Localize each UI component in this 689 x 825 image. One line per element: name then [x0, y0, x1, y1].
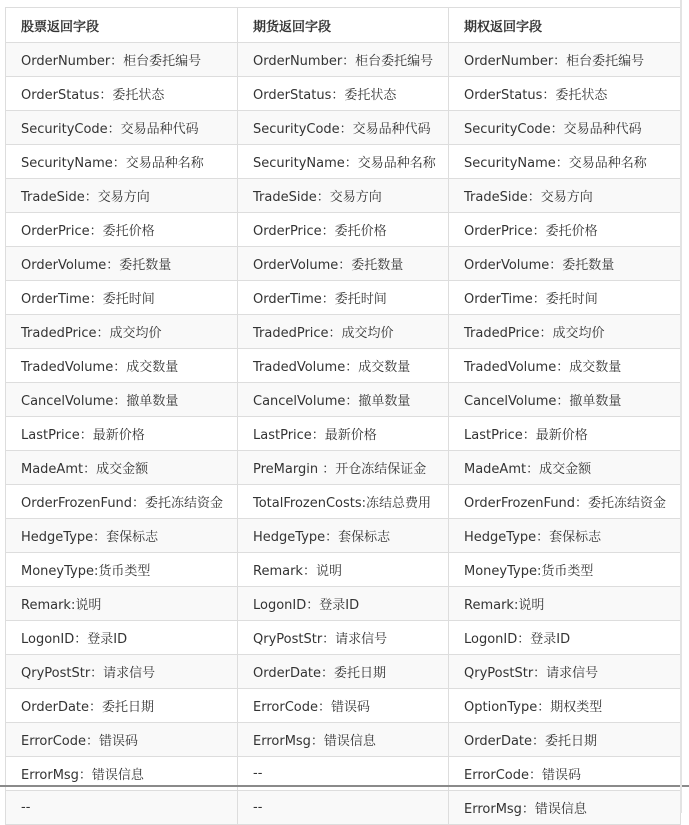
table-header-row [6, 8, 681, 43]
table-row [6, 77, 681, 111]
futures-field-cell: Remark：说明 [238, 553, 449, 587]
stock-field-cell: TradedPrice：成交均价 [6, 315, 238, 349]
futures-field-cell: ErrorCode：错误码 [238, 689, 449, 723]
futures-field-cell: TradedPrice：成交均价 [238, 315, 449, 349]
table-row [6, 553, 681, 587]
options-field-cell: SecurityName：交易品种名称 [449, 145, 681, 179]
stock-field-cell: MadeAmt：成交金额 [6, 451, 238, 485]
futures-field-cell: PreMargin ：开仓冻结保证金 [238, 451, 449, 485]
futures-field-cell: TradeSide：交易方向 [238, 179, 449, 213]
futures-field-cell: LastPrice：最新价格 [238, 417, 449, 451]
stock-field-cell: ErrorCode：错误码 [6, 723, 238, 757]
table-row [6, 349, 681, 383]
stock-field-cell: SecurityCode：交易品种代码 [6, 111, 238, 145]
stock-field-cell: Remark:说明 [6, 587, 238, 621]
stock-field-cell: TradedVolume：成交数量 [6, 349, 238, 383]
stock-field-cell: OrderPrice：委托价格 [6, 213, 238, 247]
table-row [6, 723, 681, 757]
stock-field-cell: HedgeType：套保标志 [6, 519, 238, 553]
stock-field-cell: LastPrice：最新价格 [6, 417, 238, 451]
stock-field-cell: OrderFrozenFund：委托冻结资金 [6, 485, 238, 519]
stock-field-cell: OrderStatus：委托状态 [6, 77, 238, 111]
stock-field-cell: TradeSide：交易方向 [6, 179, 238, 213]
options-field-cell: OrderDate：委托日期 [449, 723, 681, 757]
stock-field-cell: OrderVolume：委托数量 [6, 247, 238, 281]
futures-field-cell: OrderStatus：委托状态 [238, 77, 449, 111]
options-field-cell: ErrorMsg：错误信息 [449, 791, 681, 825]
stock-field-cell: ErrorMsg：错误信息 [6, 757, 238, 791]
options-field-cell: OrderNumber：柜台委托编号 [449, 43, 681, 77]
options-field-cell: MoneyType:货币类型 [449, 553, 681, 587]
options-field-cell: TradedPrice：成交均价 [449, 315, 681, 349]
futures-field-cell: SecurityName：交易品种名称 [238, 145, 449, 179]
table-row [6, 179, 681, 213]
options-field-cell: Remark:说明 [449, 587, 681, 621]
header-stock-fields: 股票返回字段 [6, 8, 238, 43]
table-row [6, 791, 681, 825]
stock-field-cell: QryPostStr：请求信号 [6, 655, 238, 689]
table-body [6, 43, 681, 825]
table-row [6, 689, 681, 723]
table-row [6, 43, 681, 77]
options-field-cell: QryPostStr：请求信号 [449, 655, 681, 689]
options-field-cell: OptionType：期权类型 [449, 689, 681, 723]
table-row [6, 281, 681, 315]
stock-field-cell: CancelVolume：撤单数量 [6, 383, 238, 417]
options-field-cell: OrderStatus：委托状态 [449, 77, 681, 111]
table-row [6, 451, 681, 485]
stock-field-cell: LogonID：登录ID [6, 621, 238, 655]
futures-field-cell: QryPostStr：请求信号 [238, 621, 449, 655]
table-row [6, 247, 681, 281]
bottom-divider [0, 785, 689, 787]
futures-field-cell: -- [238, 791, 449, 825]
table-row [6, 145, 681, 179]
table-row [6, 417, 681, 451]
table-container [5, 7, 680, 825]
futures-field-cell: ErrorMsg：错误信息 [238, 723, 449, 757]
options-field-cell: TradeSide：交易方向 [449, 179, 681, 213]
table-row [6, 621, 681, 655]
header-futures-fields: 期货返回字段 [238, 8, 449, 43]
table-row [6, 315, 681, 349]
futures-field-cell: HedgeType：套保标志 [238, 519, 449, 553]
options-field-cell: SecurityCode：交易品种代码 [449, 111, 681, 145]
table-row [6, 111, 681, 145]
options-field-cell: OrderVolume：委托数量 [449, 247, 681, 281]
options-field-cell: HedgeType：套保标志 [449, 519, 681, 553]
futures-field-cell: OrderPrice：委托价格 [238, 213, 449, 247]
options-field-cell: CancelVolume：撤单数量 [449, 383, 681, 417]
futures-field-cell: TotalFrozenCosts:冻结总费用 [238, 485, 449, 519]
stock-field-cell: OrderTime：委托时间 [6, 281, 238, 315]
futures-field-cell: LogonID：登录ID [238, 587, 449, 621]
table-row [6, 485, 681, 519]
stock-field-cell: -- [6, 791, 238, 825]
futures-field-cell: -- [238, 757, 449, 791]
stock-field-cell: OrderDate：委托日期 [6, 689, 238, 723]
table-row [6, 655, 681, 689]
futures-field-cell: OrderNumber：柜台委托编号 [238, 43, 449, 77]
options-field-cell: OrderFrozenFund：委托冻结资金 [449, 485, 681, 519]
options-field-cell: ErrorCode：错误码 [449, 757, 681, 791]
futures-field-cell: OrderVolume：委托数量 [238, 247, 449, 281]
stock-field-cell: OrderNumber：柜台委托编号 [6, 43, 238, 77]
stock-field-cell: MoneyType:货币类型 [6, 553, 238, 587]
futures-field-cell: TradedVolume：成交数量 [238, 349, 449, 383]
options-field-cell: LogonID：登录ID [449, 621, 681, 655]
header-options-fields: 期权返回字段 [449, 8, 681, 43]
options-field-cell: MadeAmt：成交金额 [449, 451, 681, 485]
options-field-cell: OrderPrice：委托价格 [449, 213, 681, 247]
table-row [6, 213, 681, 247]
table-row [6, 383, 681, 417]
options-field-cell: TradedVolume：成交数量 [449, 349, 681, 383]
futures-field-cell: OrderTime：委托时间 [238, 281, 449, 315]
options-field-cell: LastPrice：最新价格 [449, 417, 681, 451]
futures-field-cell: OrderDate：委托日期 [238, 655, 449, 689]
table-row [6, 587, 681, 621]
stock-field-cell: SecurityName：交易品种名称 [6, 145, 238, 179]
right-divider [680, 0, 682, 813]
options-field-cell: OrderTime：委托时间 [449, 281, 681, 315]
futures-field-cell: CancelVolume：撤单数量 [238, 383, 449, 417]
futures-field-cell: SecurityCode：交易品种代码 [238, 111, 449, 145]
table-row [6, 519, 681, 553]
return-fields-table [5, 7, 681, 825]
